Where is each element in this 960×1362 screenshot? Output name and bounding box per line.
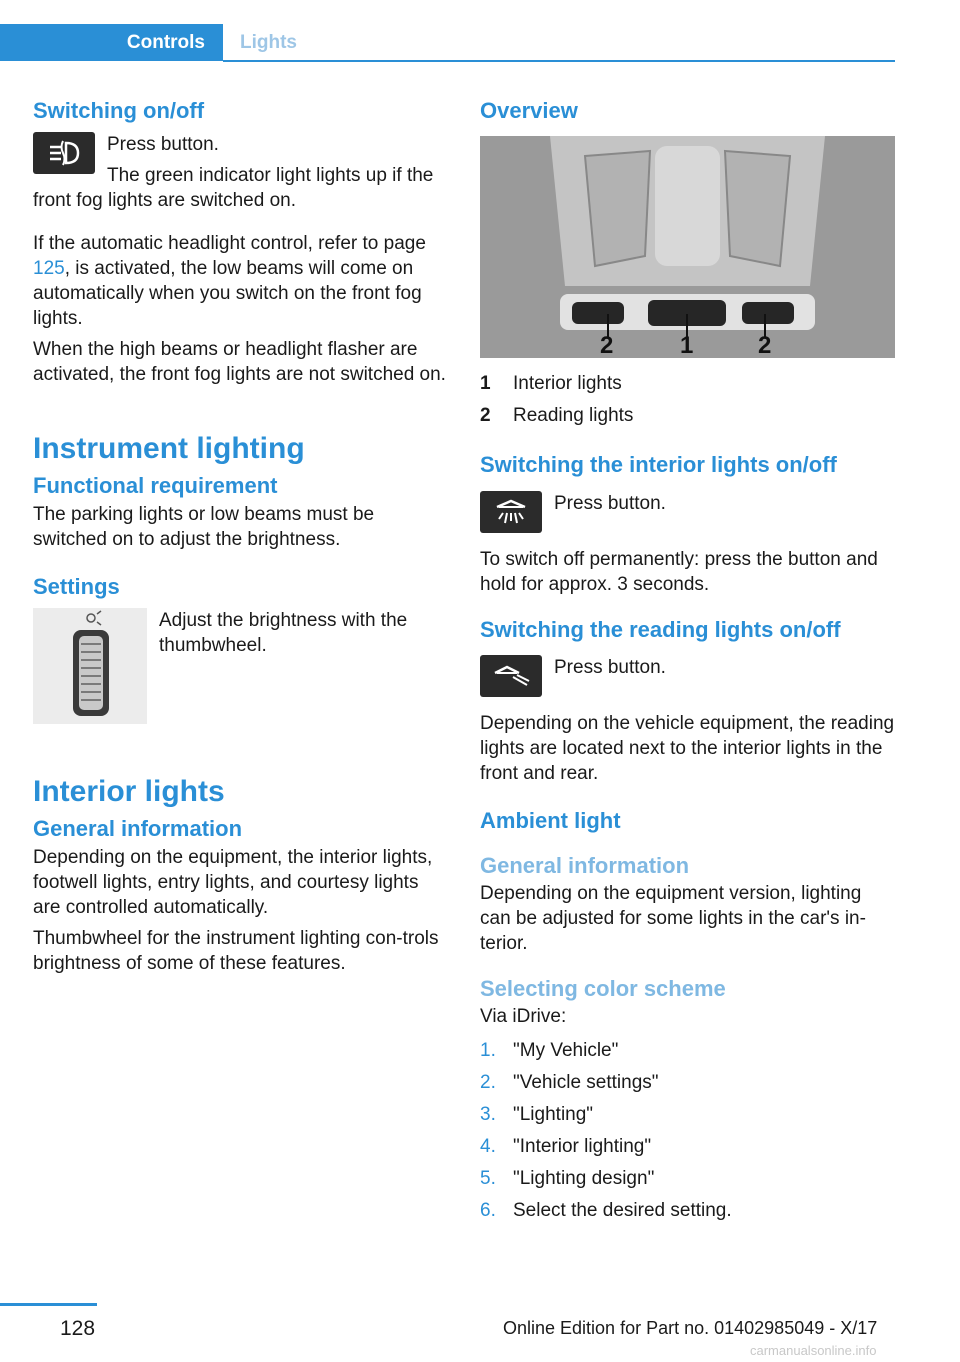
watermark: carmanualsonline.info xyxy=(750,1343,877,1358)
page-number: 128 xyxy=(60,1317,96,1340)
fog-heading: Switching on/off xyxy=(33,98,205,123)
interior-general-text: Depending on the equipment, the interior lights, footwell lights, entry lights, and courtesy lights are controlled automatically. xyxy=(33,846,433,918)
tab-controls[interactable]: Controls xyxy=(0,24,223,61)
interior-button-row xyxy=(480,491,895,533)
reading-light-icon xyxy=(480,655,542,697)
thumbwheel-icon xyxy=(33,608,147,724)
footer-rule xyxy=(0,1303,97,1306)
front-fog-light-icon xyxy=(33,132,95,174)
overview-callout-2-left: 2 xyxy=(600,332,614,359)
list-item: 1. "My Vehicle" xyxy=(480,1040,619,1062)
reading-button-row xyxy=(480,655,895,697)
color-scheme-heading: Selecting color scheme xyxy=(480,975,726,1001)
list-item: 5. "Lighting design" xyxy=(480,1168,655,1190)
tab-lights[interactable]: Lights xyxy=(240,31,297,53)
interior-lights-title: Interior lights xyxy=(33,775,225,809)
ambient-general-text: Depending on the equipment version, lighting can be adjusted for some lights in the car's in‐terior. xyxy=(480,882,866,954)
edition-text: Online Edition for Part no. 01402985049 - X/17 xyxy=(503,1318,878,1338)
list-item: 4. "Interior lighting" xyxy=(480,1136,652,1158)
fog-press-text: Press button. xyxy=(107,134,219,156)
settings-heading: Settings xyxy=(33,573,120,599)
functional-requirement-text: The parking lights or low beams must be switched on to adjust the brightness. xyxy=(33,503,375,550)
functional-requirement-heading: Functional requirement xyxy=(33,473,278,499)
reading-switch-heading: Switching the reading lights on/off xyxy=(480,616,841,642)
interior-switch-heading: Switching the interior lights on/off xyxy=(480,452,837,478)
settings-text: Adjust the brightness with the thumbwheel. xyxy=(159,610,408,657)
fog-indicator-text: The green indicator light lights up if the front fog lights are switched on. xyxy=(33,165,434,212)
reading-switch-text: Depending on the vehicle equipment, the reading lights are located next to the interior lights in the front and rear. xyxy=(480,713,895,785)
legend-item: 2 Reading lights xyxy=(480,405,634,427)
overview-legend xyxy=(480,368,895,432)
fog-auto-text: If the automatic headlight control, refer to page 125, is activated, the low beams will come on automatically when you switch on the front fog lights. xyxy=(33,233,426,330)
header-tabs xyxy=(0,24,895,62)
overview-callout-1: 1 xyxy=(680,332,694,359)
overview-heading: Overview xyxy=(480,98,578,123)
right-column xyxy=(480,98,895,1227)
left-column xyxy=(33,98,448,982)
legend-item: 1 Interior lights xyxy=(480,373,622,395)
idrive-steps xyxy=(480,1035,895,1227)
ambient-light-heading: Ambient light xyxy=(480,808,621,834)
via-idrive-text: Via iDrive: xyxy=(480,1006,567,1028)
list-item: 2. "Vehicle settings" xyxy=(480,1072,659,1094)
fog-high-beams-text: When the high beams or headlight flasher are activated, the front fog lights are not switched on. xyxy=(33,339,446,386)
reading-press-text: Press button. xyxy=(554,657,666,679)
interior-press-text: Press button. xyxy=(554,492,666,514)
ambient-general-heading: General information xyxy=(480,852,690,878)
overview-callout-2-right: 2 xyxy=(758,332,772,359)
interior-switch-text: To switch off permanently: press the button and hold for approx. 3 seconds. xyxy=(480,548,878,595)
list-item: 6. Select the desired setting. xyxy=(480,1200,732,1222)
page-link-125[interactable]: 125 xyxy=(33,258,65,280)
overview-image xyxy=(480,136,895,358)
instrument-lighting-title: Instrument lighting xyxy=(33,432,305,466)
interior-light-icon xyxy=(480,491,542,533)
thumbwheel-text: Thumbwheel for the instrument lighting con‐trols brightness of some of these features. xyxy=(33,927,439,974)
list-item: 3. "Lighting" xyxy=(480,1104,594,1126)
header-rule xyxy=(223,60,895,62)
fog-button-row xyxy=(33,132,448,213)
interior-general-heading: General information xyxy=(33,816,243,842)
